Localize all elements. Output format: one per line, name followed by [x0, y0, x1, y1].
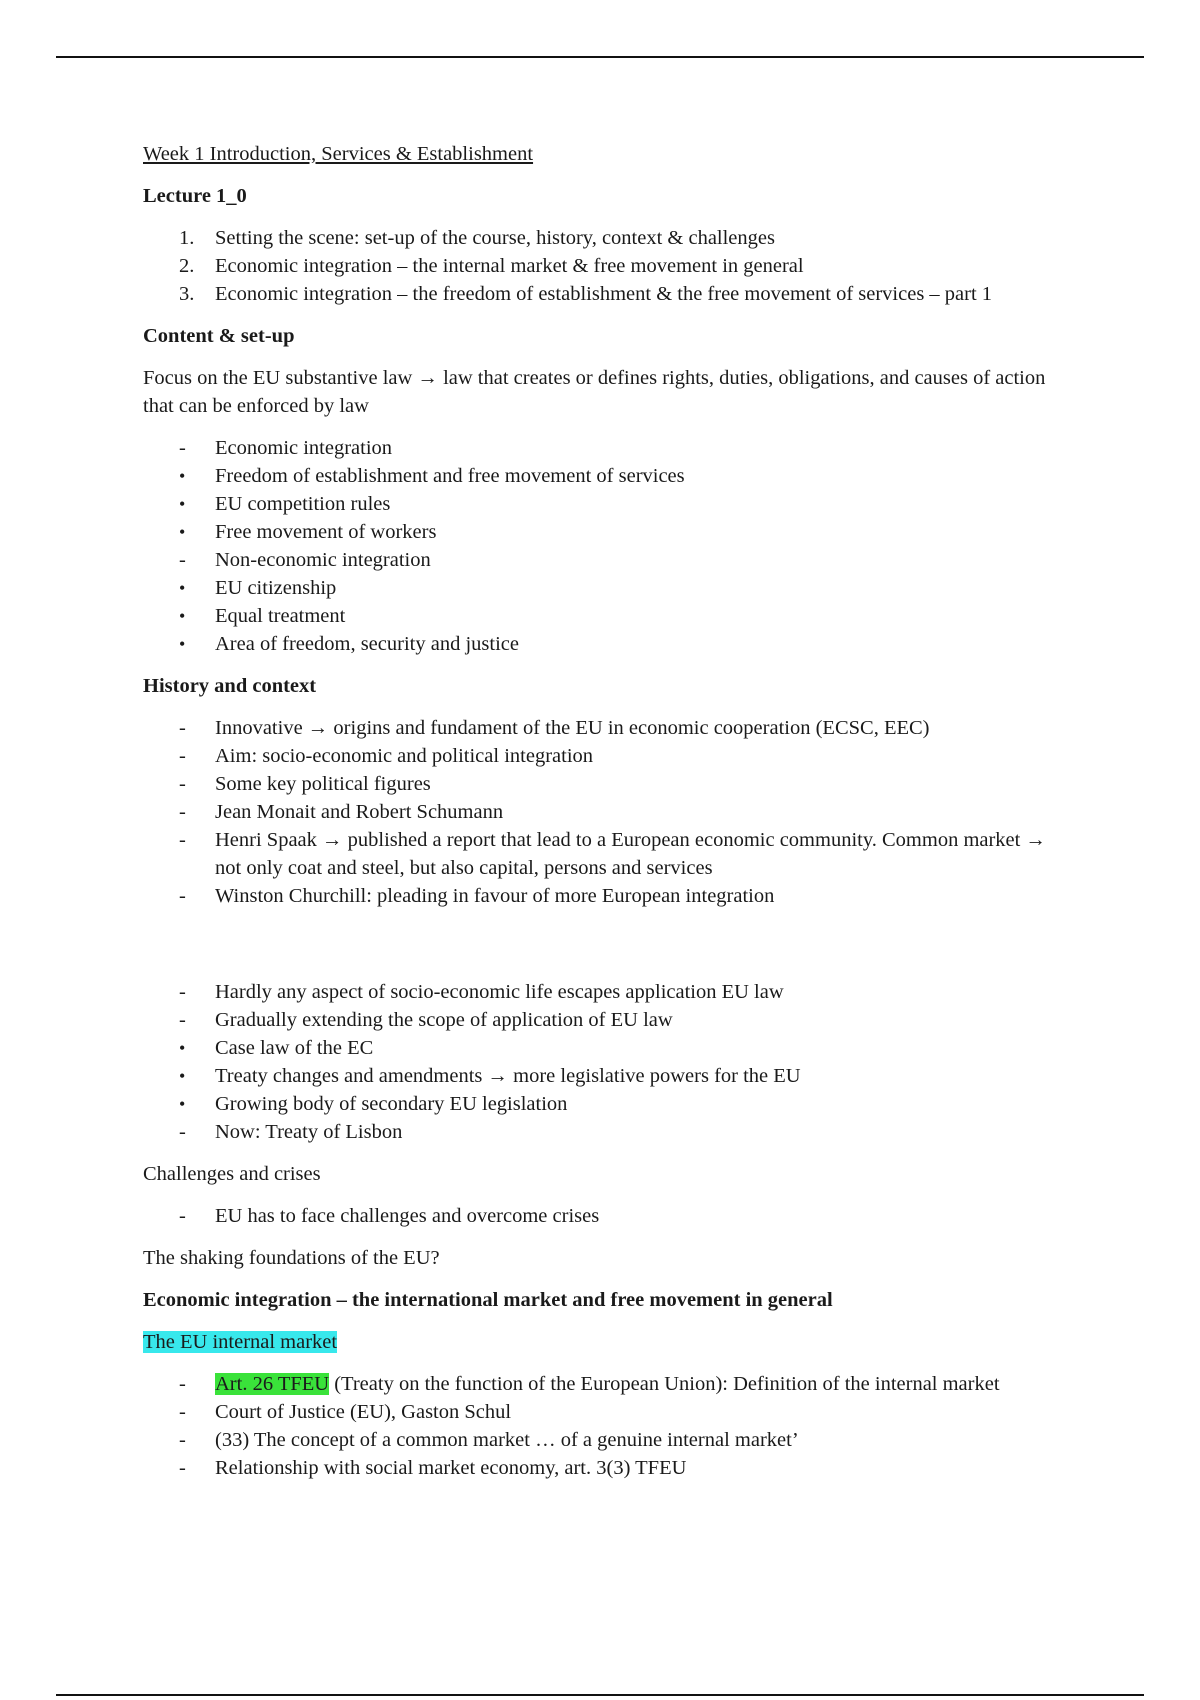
- list-item-text: Free movement of workers: [215, 521, 437, 543]
- green-highlight: Art. 26 TFEU: [215, 1373, 330, 1395]
- list-item-text: Henri Spaak → published a report that lead to a European economic community. Common market → not only coat and steel, but also capital, persons and services: [215, 829, 1046, 879]
- list-marker: -: [179, 829, 186, 851]
- list-marker: -: [179, 1205, 186, 1227]
- list-item: [143, 1090, 1063, 1118]
- internal-market-list: [143, 1370, 1063, 1482]
- list-marker: -: [179, 773, 186, 795]
- content-list: [143, 434, 1063, 658]
- content-paragraph: Focus on the EU substantive law → law that creates or defines rights, duties, obligations, and causes of action that can be enforced by law: [143, 367, 1046, 417]
- list-item: [143, 714, 1063, 742]
- list-item-text: Economic integration – the internal market & free movement in general: [215, 255, 804, 277]
- list-item: [143, 462, 1063, 490]
- list-marker: -: [179, 981, 186, 1003]
- history-heading: History and context: [143, 675, 317, 697]
- list-item-text: Treaty changes and amendments → more legislative powers for the EU: [215, 1065, 801, 1087]
- list-item: [143, 1370, 1063, 1398]
- list-item-text: Winston Churchill: pleading in favour of more European integration: [215, 885, 775, 907]
- list-item-text: Economic integration – the freedom of establishment & the free movement of services – part 1: [215, 283, 993, 305]
- list-item-text: EU competition rules: [215, 493, 391, 515]
- list-marker: •: [179, 606, 186, 626]
- list-item: [143, 826, 1063, 882]
- list-marker: -: [179, 885, 186, 907]
- list-marker: -: [179, 745, 186, 767]
- list-item-text: Case law of the EC: [215, 1037, 374, 1059]
- content-heading: Content & set-up: [143, 325, 295, 347]
- economic-integration-heading: Economic integration – the international market and free movement in general: [143, 1289, 833, 1311]
- list-item: [143, 1454, 1063, 1482]
- list-item: [143, 1426, 1063, 1454]
- list-marker: •: [179, 494, 186, 514]
- list-item-text: (Treaty on the function of the European Union): Definition of the internal market: [329, 1373, 1000, 1395]
- list-item: [143, 1118, 1063, 1146]
- list-item: [143, 978, 1063, 1006]
- list-item: [143, 1202, 1063, 1230]
- list-item: [143, 798, 1063, 826]
- list-marker: -: [179, 1009, 186, 1031]
- list-marker: •: [179, 466, 186, 486]
- list-item: [143, 770, 1063, 798]
- list-item-text: Now: Treaty of Lisbon: [215, 1121, 403, 1143]
- list-marker: •: [179, 1094, 186, 1114]
- list-item: [143, 252, 1063, 280]
- list-marker: •: [179, 634, 186, 654]
- list-item: [143, 490, 1063, 518]
- list-item: [143, 742, 1063, 770]
- list-marker: •: [179, 578, 186, 598]
- list-item: [143, 280, 1063, 308]
- list-marker: •: [179, 522, 186, 542]
- shaking-foundations-line: The shaking foundations of the EU?: [143, 1247, 440, 1269]
- list-item-text: Innovative → origins and fundament of the EU in economic cooperation (ECSC, EEC): [215, 717, 930, 739]
- list-item: [143, 1398, 1063, 1426]
- list-marker: -: [179, 717, 186, 739]
- lecture-heading: Lecture 1_0: [143, 185, 247, 207]
- lecture-list: [143, 224, 1063, 308]
- list-item: [143, 518, 1063, 546]
- list-item-text: (33) The concept of a common market … of a genuine internal market’: [215, 1429, 799, 1451]
- list-item: [143, 574, 1063, 602]
- list-item-text: EU citizenship: [215, 577, 337, 599]
- list-item: [143, 546, 1063, 574]
- list-marker: -: [179, 1429, 186, 1451]
- list-item-text: Equal treatment: [215, 605, 346, 627]
- scope-list: [143, 978, 1063, 1146]
- page-title: Week 1 Introduction, Services & Establishment: [143, 143, 534, 165]
- list-marker: -: [179, 801, 186, 823]
- history-list: [143, 714, 1063, 910]
- list-item: [143, 434, 1063, 462]
- list-item: [143, 1062, 1063, 1090]
- list-number: 1.: [179, 227, 195, 249]
- list-item-text: Court of Justice (EU), Gaston Schul: [215, 1401, 512, 1423]
- list-number: 3.: [179, 283, 195, 305]
- list-item: [143, 1006, 1063, 1034]
- list-marker: -: [179, 1373, 186, 1395]
- list-item-text: EU has to face challenges and overcome crises: [215, 1205, 600, 1227]
- list-item-text: Relationship with social market economy, art. 3(3) TFEU: [215, 1457, 687, 1479]
- list-item-text: Some key political figures: [215, 773, 431, 795]
- top-rule: [56, 56, 1144, 58]
- document-body: [143, 140, 1063, 1496]
- list-marker: -: [179, 549, 186, 571]
- list-marker: -: [179, 1457, 186, 1479]
- list-marker: -: [179, 1401, 186, 1423]
- list-item-text: Economic integration: [215, 437, 393, 459]
- list-item: [143, 630, 1063, 658]
- list-marker: •: [179, 1038, 186, 1058]
- list-item-text: Gradually extending the scope of application of EU law: [215, 1009, 673, 1031]
- bottom-rule: [56, 1694, 1144, 1696]
- list-item: [143, 882, 1063, 910]
- list-item: [143, 1034, 1063, 1062]
- list-number: 2.: [179, 255, 195, 277]
- list-item-text: Setting the scene: set-up of the course, history, context & challenges: [215, 227, 775, 249]
- list-item-text: Freedom of establishment and free movement of services: [215, 465, 685, 487]
- list-item: [143, 224, 1063, 252]
- list-item-text: Area of freedom, security and justice: [215, 633, 519, 655]
- list-item-text: Aim: socio-economic and political integration: [215, 745, 594, 767]
- list-marker: -: [179, 1121, 186, 1143]
- list-item: [143, 602, 1063, 630]
- list-marker: •: [179, 1066, 186, 1086]
- internal-market-heading: [143, 1328, 1063, 1356]
- list-item-text: Non-economic integration: [215, 549, 431, 571]
- list-item-text: Growing body of secondary EU legislation: [215, 1093, 568, 1115]
- list-marker: -: [179, 437, 186, 459]
- spacer: [143, 924, 1063, 978]
- list-item-text: Jean Monait and Robert Schumann: [215, 801, 504, 823]
- challenges-list: [143, 1202, 1063, 1230]
- challenges-heading: Challenges and crises: [143, 1163, 321, 1185]
- list-item-text: Hardly any aspect of socio-economic life escapes application EU law: [215, 981, 784, 1003]
- cyan-highlight: The EU internal market: [143, 1331, 338, 1353]
